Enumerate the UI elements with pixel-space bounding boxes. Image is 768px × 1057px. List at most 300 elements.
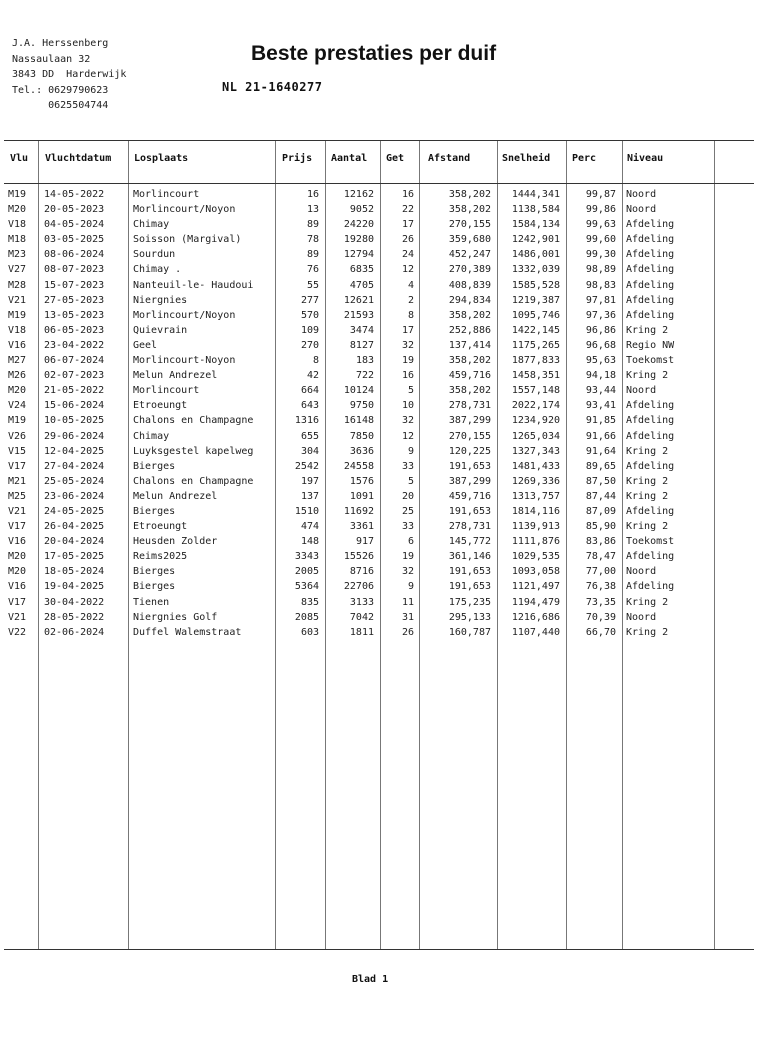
cell-prijs: 78	[306, 234, 319, 246]
table-row	[4, 202, 754, 217]
cell-perc: 91,85	[585, 415, 616, 427]
table-row	[4, 444, 754, 459]
cell-prijs: 13	[306, 204, 319, 216]
cell-get: 22	[401, 204, 414, 216]
table-row	[4, 519, 754, 534]
cell-losplaats: Morlincourt/Noyon	[133, 204, 236, 216]
table-row	[4, 564, 754, 579]
cell-perc: 87,09	[585, 505, 616, 517]
cell-aantal: 722	[355, 370, 374, 382]
cell-get: 19	[401, 551, 414, 563]
cell-aantal: 9052	[349, 204, 374, 216]
cell-losplaats: Chimay	[133, 219, 170, 231]
cell-vluchtdatum: 12-04-2025	[44, 445, 105, 457]
cell-snelheid: 1093,058	[511, 566, 560, 578]
cell-aantal: 10124	[343, 385, 374, 397]
cell-afstand: 387,299	[448, 475, 491, 487]
cell-prijs: 304	[300, 445, 319, 457]
cell-losplaats: Morlincourt	[133, 385, 200, 397]
table-row	[4, 504, 754, 519]
cell-aantal: 12162	[343, 189, 374, 200]
cell-snelheid: 1422,145	[511, 324, 560, 336]
cell-niveau: Afdeling	[626, 505, 675, 517]
cell-losplaats: Niergnies	[133, 294, 188, 306]
cell-prijs: 89	[306, 249, 319, 261]
header-niveau: Niveau	[627, 153, 664, 164]
cell-vluchtdatum: 10-05-2025	[44, 415, 105, 427]
cell-vlu: V22	[8, 626, 27, 638]
cell-vluchtdatum: 29-06-2024	[44, 430, 105, 442]
cell-niveau: Afdeling	[626, 400, 675, 412]
cell-perc: 99,30	[585, 249, 616, 261]
cell-get: 19	[401, 355, 414, 367]
cell-snelheid: 1486,001	[511, 249, 560, 261]
header-separator	[4, 183, 754, 184]
cell-aantal: 16148	[343, 415, 374, 427]
cell-perc: 97,36	[585, 309, 616, 321]
cell-aantal: 1811	[349, 626, 374, 638]
cell-aantal: 6835	[349, 264, 374, 276]
cell-losplaats: Luyksgestel kapelweg	[133, 445, 254, 457]
cell-snelheid: 1107,440	[511, 626, 560, 638]
cell-aantal: 21593	[343, 309, 374, 321]
cell-losplaats: Tienen	[133, 596, 170, 608]
cell-snelheid: 1481,433	[511, 460, 560, 472]
cell-aantal: 917	[355, 536, 374, 548]
cell-vlu: M28	[8, 279, 27, 291]
cell-losplaats: Niergnies Golf	[133, 611, 218, 623]
cell-vluchtdatum: 15-07-2023	[44, 279, 105, 291]
cell-perc: 95,63	[585, 355, 616, 367]
cell-perc: 99,63	[585, 219, 616, 231]
cell-niveau: Afdeling	[626, 294, 675, 306]
cell-vlu: V17	[8, 596, 27, 608]
cell-niveau: Toekomst	[626, 355, 675, 367]
table-body	[4, 187, 754, 640]
cell-losplaats: Geel	[133, 339, 158, 351]
table-row	[4, 262, 754, 277]
cell-vlu: M21	[8, 475, 27, 487]
cell-afstand: 459,716	[448, 370, 491, 382]
cell-niveau: Afdeling	[626, 264, 675, 276]
cell-niveau: Kring 2	[626, 490, 669, 502]
cell-aantal: 19280	[343, 234, 374, 246]
cell-niveau: Afdeling	[626, 430, 675, 442]
cell-snelheid: 1234,920	[511, 415, 560, 427]
cell-vluchtdatum: 20-05-2023	[44, 204, 105, 216]
cell-snelheid: 1139,913	[511, 521, 560, 533]
cell-snelheid: 1121,497	[511, 581, 560, 593]
table-row	[4, 293, 754, 308]
cell-prijs: 835	[300, 596, 319, 608]
cell-niveau: Toekomst	[626, 536, 675, 548]
cell-prijs: 16	[306, 189, 319, 200]
cell-vluchtdatum: 23-04-2022	[44, 339, 105, 351]
cell-niveau: Afdeling	[626, 551, 675, 563]
table-row	[4, 549, 754, 564]
cell-snelheid: 1095,746	[511, 309, 560, 321]
cell-losplaats: Morlincourt-Noyon	[133, 355, 236, 367]
cell-vluchtdatum: 27-04-2024	[44, 460, 105, 472]
cell-get: 32	[401, 339, 414, 351]
cell-vlu: V21	[8, 505, 27, 517]
cell-vluchtdatum: 02-07-2023	[44, 370, 105, 382]
cell-aantal: 3133	[349, 596, 374, 608]
cell-snelheid: 1242,901	[511, 234, 560, 246]
cell-perc: 76,38	[585, 581, 616, 593]
cell-losplaats: Melun Andrezel	[133, 370, 218, 382]
cell-prijs: 55	[306, 279, 319, 291]
table-row	[4, 247, 754, 262]
cell-snelheid: 1111,876	[511, 536, 560, 548]
cell-vluchtdatum: 27-05-2023	[44, 294, 105, 306]
cell-perc: 89,65	[585, 460, 616, 472]
cell-snelheid: 1458,351	[511, 370, 560, 382]
cell-vlu: V16	[8, 581, 27, 593]
owner-phone-2: 0625504744	[12, 100, 109, 112]
table-row	[4, 610, 754, 625]
cell-aantal: 183	[355, 355, 374, 367]
cell-aantal: 22706	[343, 581, 374, 593]
cell-perc: 99,60	[585, 234, 616, 246]
cell-afstand: 408,839	[448, 279, 491, 291]
cell-perc: 78,47	[585, 551, 616, 563]
cell-niveau: Kring 2	[626, 324, 669, 336]
ring-number: NL 21-1640277	[222, 80, 323, 94]
cell-snelheid: 1175,265	[511, 339, 560, 351]
cell-afstand: 358,202	[448, 189, 491, 200]
cell-snelheid: 1219,387	[511, 294, 560, 306]
cell-vlu: M20	[8, 204, 27, 216]
table-row	[4, 595, 754, 610]
cell-vlu: V21	[8, 611, 27, 623]
header-vluchtdatum: Vluchtdatum	[45, 153, 112, 164]
cell-perc: 87,50	[585, 475, 616, 487]
table-row	[4, 625, 754, 640]
cell-losplaats: Etroeungt	[133, 400, 188, 412]
cell-losplaats: Nanteuil-le- Haudoui	[133, 279, 254, 291]
cell-afstand: 278,731	[448, 400, 491, 412]
cell-snelheid: 1313,757	[511, 490, 560, 502]
cell-get: 8	[407, 309, 414, 321]
cell-snelheid: 1585,528	[511, 279, 560, 291]
cell-perc: 73,35	[585, 596, 616, 608]
cell-losplaats: Morlincourt/Noyon	[133, 309, 236, 321]
cell-get: 12	[401, 430, 414, 442]
cell-get: 26	[401, 626, 414, 638]
cell-prijs: 570	[300, 309, 319, 321]
cell-vlu: V16	[8, 536, 27, 548]
page-number: Blad 1	[352, 974, 389, 985]
cell-aantal: 11692	[343, 505, 374, 517]
cell-perc: 97,81	[585, 294, 616, 306]
cell-get: 24	[401, 249, 414, 261]
cell-vluchtdatum: 08-06-2024	[44, 249, 105, 261]
header-perc: Perc	[572, 153, 597, 164]
cell-aantal: 1091	[349, 490, 374, 502]
cell-aantal: 9750	[349, 400, 374, 412]
cell-vluchtdatum: 17-05-2025	[44, 551, 105, 563]
owner-phone: Tel.: 0629790623	[12, 84, 109, 96]
cell-afstand: 270,389	[448, 264, 491, 276]
cell-snelheid: 1194,479	[511, 596, 560, 608]
cell-vlu: M23	[8, 249, 27, 261]
table-row	[4, 368, 754, 383]
cell-niveau: Noord	[626, 566, 657, 578]
cell-aantal: 3636	[349, 445, 374, 457]
cell-aantal: 8716	[349, 566, 374, 578]
cell-perc: 77,00	[585, 566, 616, 578]
cell-snelheid: 1029,535	[511, 551, 560, 563]
cell-niveau: Kring 2	[626, 521, 669, 533]
cell-prijs: 5364	[294, 581, 319, 593]
owner-name: J.A. Herssenberg	[12, 38, 109, 49]
cell-vluchtdatum: 24-05-2025	[44, 505, 105, 517]
cell-perc: 91,64	[585, 445, 616, 457]
cell-afstand: 295,133	[448, 611, 491, 623]
cell-prijs: 2542	[294, 460, 319, 472]
cell-vlu: M20	[8, 551, 27, 563]
cell-get: 5	[407, 475, 414, 487]
cell-vlu: V17	[8, 521, 27, 533]
cell-vluchtdatum: 08-07-2023	[44, 264, 105, 276]
cell-losplaats: Bierges	[133, 460, 176, 472]
table-row	[4, 459, 754, 474]
cell-vluchtdatum: 30-04-2022	[44, 596, 105, 608]
cell-losplaats: Duffel Walemstraat	[133, 626, 242, 638]
cell-losplaats: Sourdun	[133, 249, 176, 261]
cell-prijs: 270	[300, 339, 319, 351]
cell-vlu: V18	[8, 324, 27, 336]
cell-get: 25	[401, 505, 414, 517]
cell-afstand: 145,772	[448, 536, 491, 548]
cell-prijs: 655	[300, 430, 319, 442]
table-row	[4, 353, 754, 368]
cell-aantal: 12621	[343, 294, 374, 306]
cell-losplaats: Chimay .	[133, 264, 182, 276]
cell-vlu: V18	[8, 219, 27, 231]
cell-perc: 85,90	[585, 521, 616, 533]
cell-prijs: 8	[312, 355, 319, 367]
cell-vlu: M20	[8, 566, 27, 578]
cell-get: 16	[401, 189, 414, 200]
cell-afstand: 387,299	[448, 415, 491, 427]
cell-niveau: Regio NW	[626, 339, 675, 351]
cell-prijs: 474	[300, 521, 319, 533]
cell-afstand: 358,202	[448, 385, 491, 397]
cell-vlu: M19	[8, 309, 27, 321]
cell-prijs: 277	[300, 294, 319, 306]
cell-vlu: V21	[8, 294, 27, 306]
header-get: Get	[386, 153, 405, 164]
cell-get: 31	[401, 611, 414, 623]
cell-prijs: 137	[300, 490, 319, 502]
cell-afstand: 137,414	[448, 339, 491, 351]
cell-vluchtdatum: 06-07-2024	[44, 355, 105, 367]
cell-losplaats: Bierges	[133, 505, 176, 517]
cell-aantal: 4705	[349, 279, 374, 291]
cell-aantal: 1576	[349, 475, 374, 487]
cell-vlu: V27	[8, 264, 27, 276]
cell-snelheid: 1138,584	[511, 204, 560, 216]
cell-vluchtdatum: 25-05-2024	[44, 475, 105, 487]
cell-afstand: 358,202	[448, 309, 491, 321]
cell-snelheid: 1584,134	[511, 219, 560, 231]
cell-get: 20	[401, 490, 414, 502]
cell-afstand: 270,155	[448, 430, 491, 442]
cell-snelheid: 1269,336	[511, 475, 560, 487]
cell-get: 26	[401, 234, 414, 246]
cell-vluchtdatum: 20-04-2024	[44, 536, 105, 548]
cell-prijs: 109	[300, 324, 319, 336]
cell-vluchtdatum: 04-05-2024	[44, 219, 105, 231]
table-row	[4, 534, 754, 549]
cell-perc: 93,41	[585, 400, 616, 412]
header-afstand: Afstand	[428, 153, 471, 164]
table-row	[4, 323, 754, 338]
cell-perc: 66,70	[585, 626, 616, 638]
cell-vlu: V15	[8, 445, 27, 457]
cell-prijs: 148	[300, 536, 319, 548]
header-prijs: Prijs	[282, 153, 313, 164]
owner-city: 3843 DD Harderwijk	[12, 69, 127, 81]
cell-snelheid: 1332,039	[511, 264, 560, 276]
cell-prijs: 1510	[294, 505, 319, 517]
cell-prijs: 197	[300, 475, 319, 487]
cell-niveau: Afdeling	[626, 279, 675, 291]
cell-vlu: M18	[8, 234, 27, 246]
cell-losplaats: Bierges	[133, 566, 176, 578]
table-row	[4, 338, 754, 353]
cell-get: 16	[401, 370, 414, 382]
cell-niveau: Afdeling	[626, 581, 675, 593]
cell-losplaats: Quievrain	[133, 324, 188, 336]
cell-get: 33	[401, 460, 414, 472]
cell-perc: 93,44	[585, 385, 616, 397]
cell-afstand: 294,834	[448, 294, 491, 306]
cell-perc: 99,87	[585, 189, 616, 200]
cell-vlu: M19	[8, 415, 27, 427]
cell-niveau: Kring 2	[626, 626, 669, 638]
cell-niveau: Afdeling	[626, 309, 675, 321]
cell-snelheid: 1444,341	[511, 189, 560, 200]
cell-snelheid: 2022,174	[511, 400, 560, 412]
cell-prijs: 1316	[294, 415, 319, 427]
cell-losplaats: Soisson (Margival)	[133, 234, 242, 246]
cell-aantal: 15526	[343, 551, 374, 563]
cell-vluchtdatum: 06-05-2023	[44, 324, 105, 336]
cell-vlu: V17	[8, 460, 27, 472]
cell-afstand: 459,716	[448, 490, 491, 502]
table-row	[4, 217, 754, 232]
cell-perc: 98,89	[585, 264, 616, 276]
cell-get: 12	[401, 264, 414, 276]
cell-niveau: Kring 2	[626, 596, 669, 608]
cell-get: 10	[401, 400, 414, 412]
owner-street: Nassaulaan 32	[12, 53, 91, 65]
cell-niveau: Afdeling	[626, 219, 675, 231]
table-row	[4, 429, 754, 444]
cell-afstand: 358,202	[448, 355, 491, 367]
cell-vluchtdatum: 15-06-2024	[44, 400, 105, 412]
cell-losplaats: Chalons en Champagne	[133, 415, 254, 427]
cell-afstand: 252,886	[448, 324, 491, 336]
results-table	[4, 140, 754, 950]
cell-losplaats: Chalons en Champagne	[133, 475, 254, 487]
cell-afstand: 361,146	[448, 551, 491, 563]
cell-perc: 96,68	[585, 339, 616, 351]
cell-losplaats: Reims2025	[133, 551, 188, 563]
table-row	[4, 187, 754, 202]
cell-aantal: 3361	[349, 521, 374, 533]
header-losplaats: Losplaats	[134, 153, 189, 164]
cell-aantal: 12794	[343, 249, 374, 261]
cell-get: 32	[401, 566, 414, 578]
cell-vluchtdatum: 23-06-2024	[44, 490, 105, 502]
cell-get: 17	[401, 219, 414, 231]
cell-get: 33	[401, 521, 414, 533]
cell-niveau: Kring 2	[626, 475, 669, 487]
cell-afstand: 452,247	[448, 249, 491, 261]
cell-vluchtdatum: 14-05-2022	[44, 189, 105, 200]
cell-aantal: 24220	[343, 219, 374, 231]
cell-afstand: 175,235	[448, 596, 491, 608]
cell-vlu: M19	[8, 189, 27, 200]
cell-losplaats: Etroeungt	[133, 521, 188, 533]
cell-get: 5	[407, 385, 414, 397]
cell-losplaats: Morlincourt	[133, 189, 200, 200]
cell-snelheid: 1216,686	[511, 611, 560, 623]
cell-perc: 99,86	[585, 204, 616, 216]
cell-niveau: Afdeling	[626, 415, 675, 427]
cell-vluchtdatum: 28-05-2022	[44, 611, 105, 623]
cell-vluchtdatum: 26-04-2025	[44, 521, 105, 533]
cell-vluchtdatum: 02-06-2024	[44, 626, 105, 638]
cell-aantal: 8127	[349, 339, 374, 351]
cell-aantal: 7042	[349, 611, 374, 623]
cell-perc: 94,18	[585, 370, 616, 382]
cell-niveau: Afdeling	[626, 249, 675, 261]
cell-losplaats: Melun Andrezel	[133, 490, 218, 502]
cell-niveau: Noord	[626, 611, 657, 623]
cell-vluchtdatum: 18-05-2024	[44, 566, 105, 578]
cell-afstand: 160,787	[448, 626, 491, 638]
cell-perc: 96,86	[585, 324, 616, 336]
cell-get: 9	[407, 445, 414, 457]
cell-afstand: 120,225	[448, 445, 491, 457]
cell-niveau: Kring 2	[626, 445, 669, 457]
cell-niveau: Noord	[626, 189, 657, 200]
cell-vlu: M26	[8, 370, 27, 382]
cell-vluchtdatum: 19-04-2025	[44, 581, 105, 593]
table-row	[4, 383, 754, 398]
cell-losplaats: Chimay	[133, 430, 170, 442]
cell-losplaats: Heusden Zolder	[133, 536, 218, 548]
cell-afstand: 359,680	[448, 234, 491, 246]
cell-snelheid: 1814,116	[511, 505, 560, 517]
cell-afstand: 270,155	[448, 219, 491, 231]
cell-snelheid: 1265,034	[511, 430, 560, 442]
cell-get: 2	[407, 294, 414, 306]
header-vlu: Vlu	[10, 153, 29, 164]
cell-niveau: Afdeling	[626, 460, 675, 472]
cell-perc: 87,44	[585, 490, 616, 502]
cell-aantal: 7850	[349, 430, 374, 442]
table-row	[4, 413, 754, 428]
cell-perc: 98,83	[585, 279, 616, 291]
cell-get: 9	[407, 581, 414, 593]
header-snelheid: Snelheid	[502, 153, 551, 164]
